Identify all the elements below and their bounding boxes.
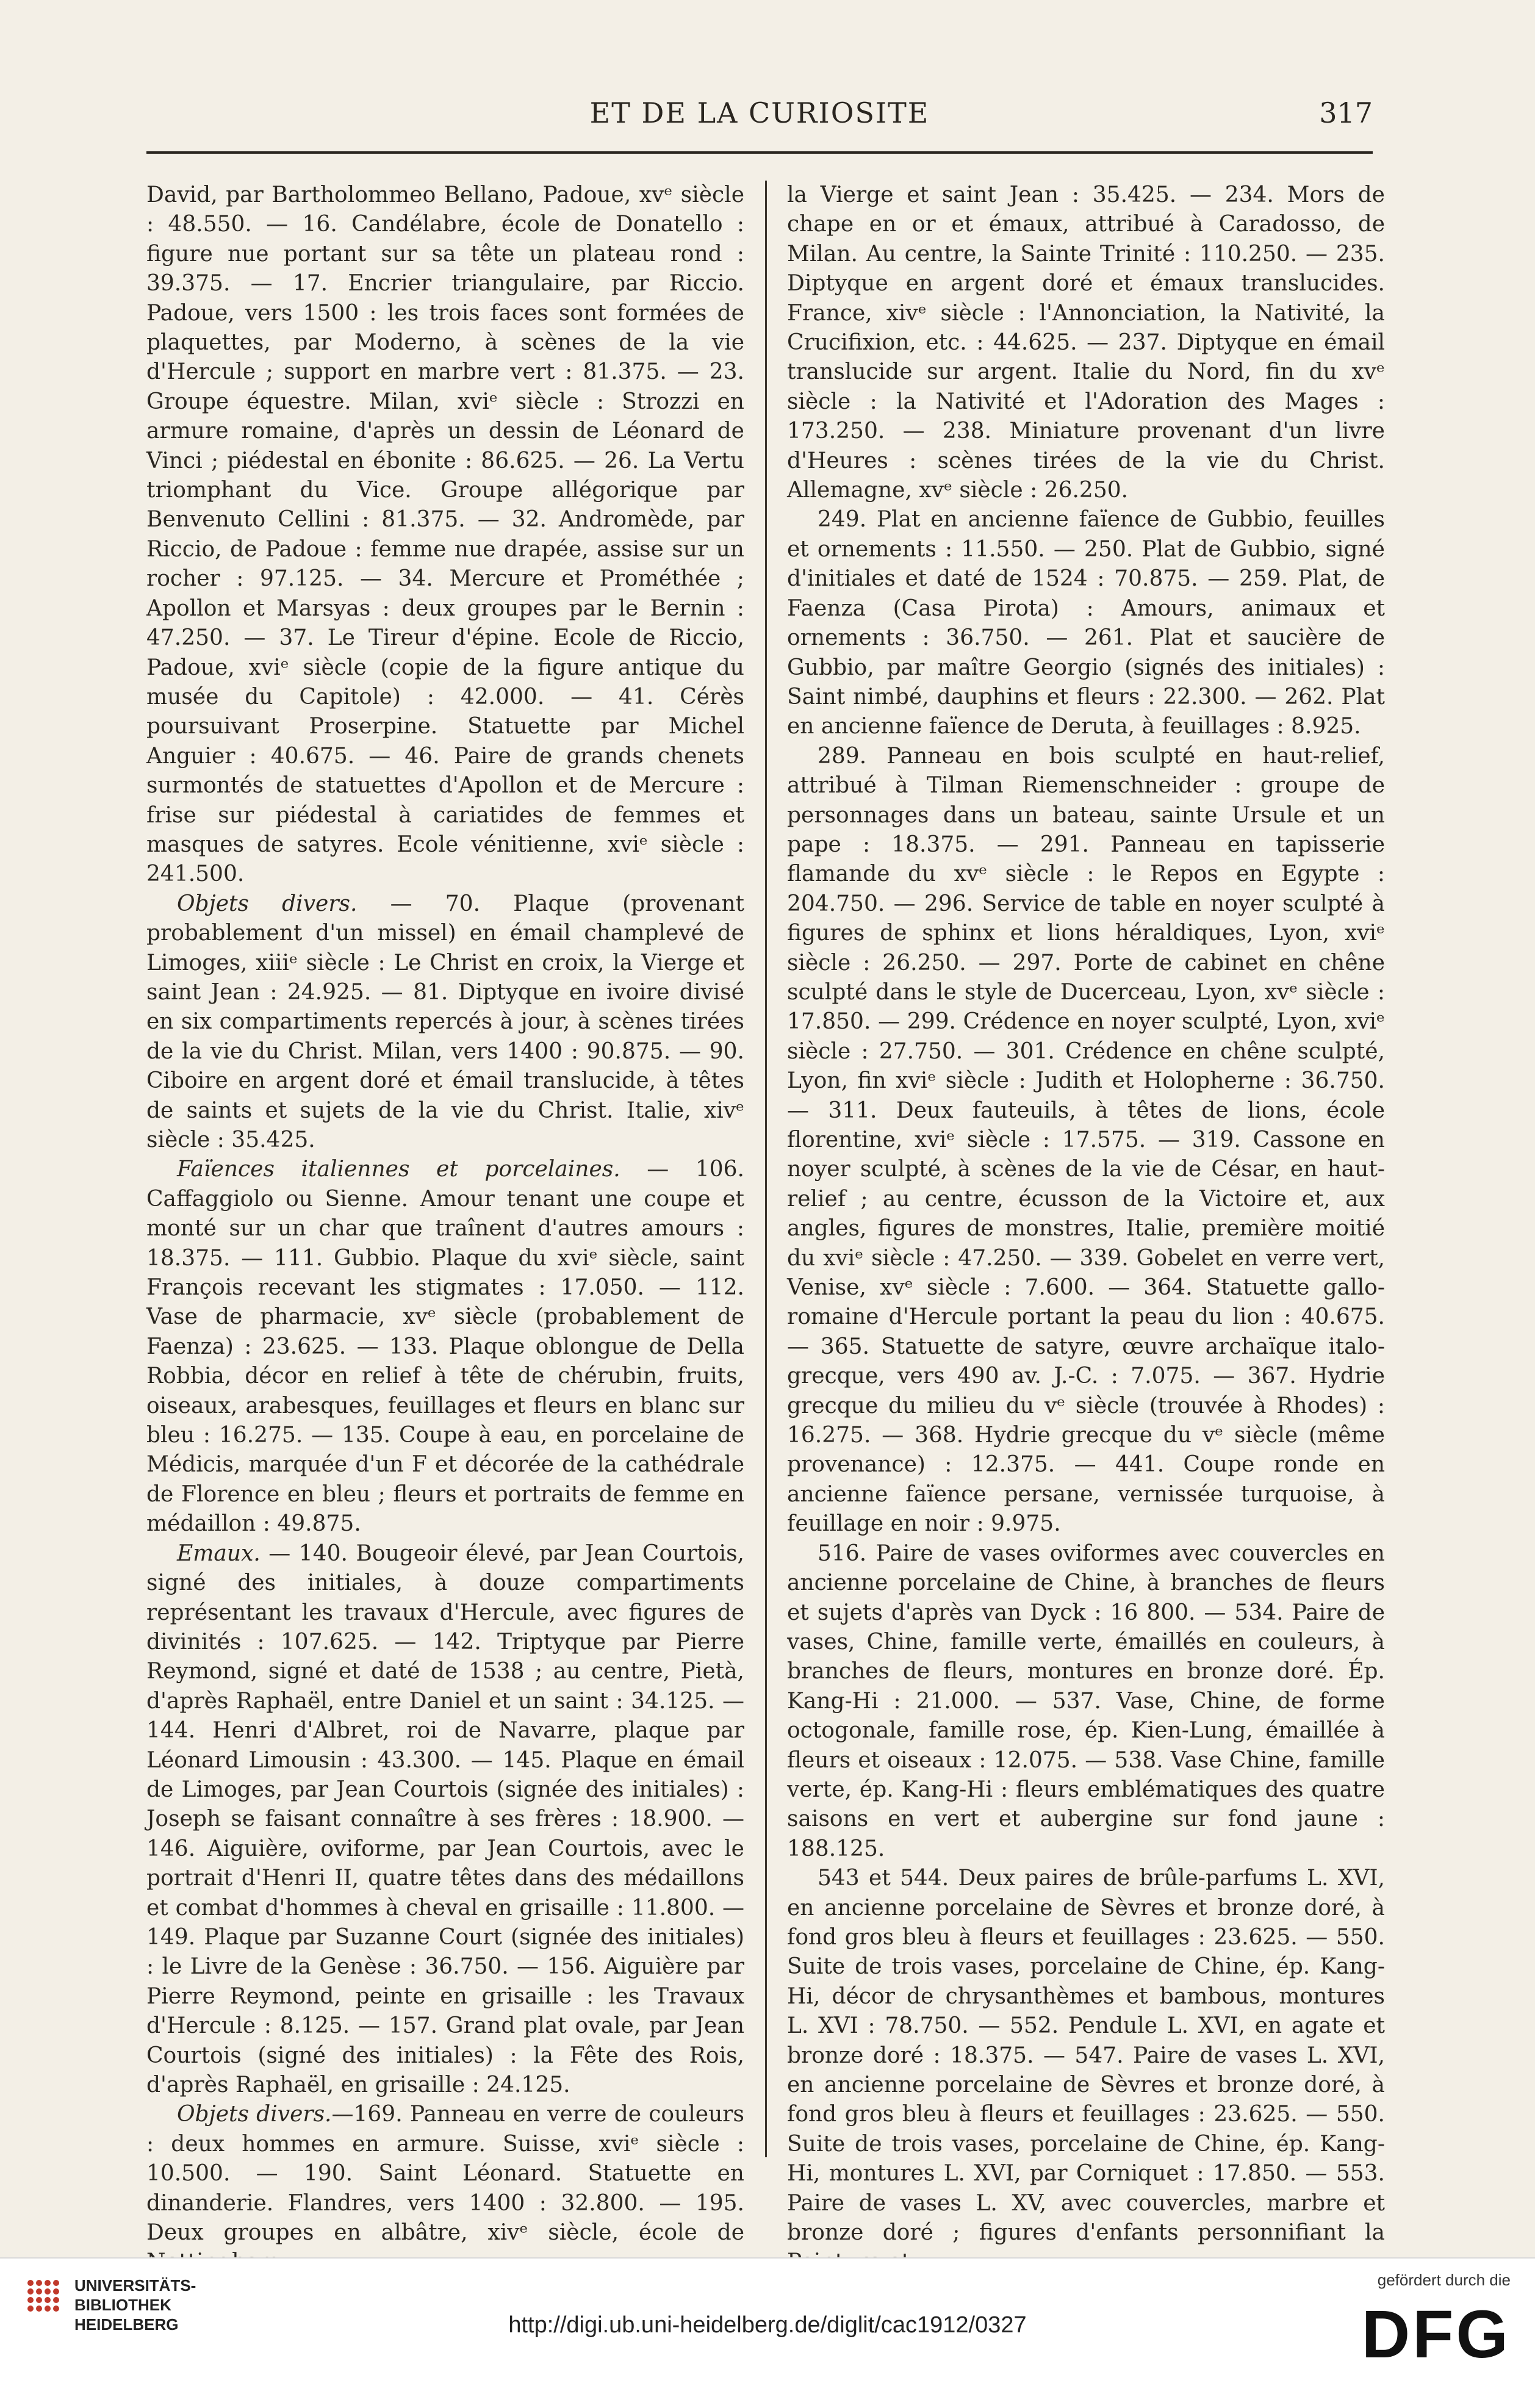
university-seal-icon bbox=[24, 2277, 62, 2315]
paragraph bbox=[146, 2100, 744, 2277]
column-divider bbox=[765, 181, 767, 2157]
paragraph bbox=[787, 505, 1385, 741]
paragraph bbox=[787, 1539, 1385, 1864]
paragraph bbox=[787, 181, 1385, 505]
header-rule bbox=[146, 151, 1373, 154]
paragraph-text: 249. Plat en ancienne faïence de Gubbio, feuilles et ornements : 11.550. — 250. Plat de Gubbio, signé d'initiales et daté de 1524 : 70.875. — 259. Plat, de Faenza (Casa Pirota) : Amours, animaux et ornements : 36.750. — 261. Plat et saucière de Gubbio, par maître Georgio (signés des initiales) : Saint nimbé, dauphins et fleurs : 22.300. — 262. Plat en ancienne faïence de Deruta, à feuillages : 8.925. bbox=[787, 507, 1385, 739]
permalink-url[interactable]: http://digi.ub.uni-heidelberg.de/diglit/cac1912/0327 bbox=[508, 2312, 1027, 2338]
funded-by-text: gefördert durch die bbox=[1377, 2271, 1511, 2289]
section-heading: Objets divers. bbox=[177, 2102, 332, 2127]
section-heading: Faïences italiennes et porcelaines. bbox=[177, 1157, 620, 1182]
paragraph bbox=[146, 1539, 744, 2101]
paragraph bbox=[787, 742, 1385, 1539]
paragraph-text: la Vierge et saint Jean : 35.425. — 234. Mors de chape en or et émaux, attribué à Caradosso, de Milan. Au centre, la Sainte Trinité : 110.250. — 235. Diptyque en argent doré et émaux translucides. France, xivᵉ siècle : l'Annonciation, la Nativité, la Crucifixion, etc. : 44.625. — 237. Diptyque en émail translucide sur argent. Italie du Nord, fin du xvᵉ siècle : la Nativité et l'Adoration des Mages : 173.250. — 238. Miniature provenant d'un livre d'Heures : scènes tirées de la vie du Christ. Allemagne, xvᵉ siècle : 26.250. bbox=[787, 182, 1385, 503]
paragraph bbox=[787, 1864, 1385, 2277]
left-column bbox=[146, 181, 745, 2246]
paragraph-text: — 70. Plaque (provenant probablement d'un missel) en émail champlevé de Limoges, xiiiᵉ siècle : Le Christ en croix, la Vierge et saint Jean : 24.925. — 81. Diptyque en ivoire divisé en six compartiments repercés à jour, à scènes tirées de la vie du Christ. Milan, vers 1400 : 90.875. — 90. Ciboire en argent doré et émail translucide, à têtes de saints et sujets de la vie du Christ. Italie, xivᵉ siècle : 35.425. bbox=[146, 891, 744, 1152]
page-number: 317 bbox=[1319, 96, 1373, 129]
right-column bbox=[787, 181, 1385, 2246]
institution-line: UNIVERSITÄTS- bbox=[74, 2276, 196, 2295]
section-heading: Emaux. bbox=[177, 1540, 261, 1566]
paragraph bbox=[146, 181, 744, 890]
institution-line: BIBLIOTHEK bbox=[74, 2296, 171, 2314]
paragraph-text: —169. Panneau en verre de couleurs : deux hommes en armure. Suisse, xviᵉ siècle : 10.500. — 190. Saint Léonard. Statuette en dinanderie. Flandres, vers 1400 : 32.800. — 195. Deux groupes en albâtre, xivᵉ siècle, école de bbox=[146, 2102, 744, 2246]
footer bbox=[0, 2257, 1535, 2408]
paragraph bbox=[146, 1155, 744, 1539]
paragraph-text: — 140. Bougeoir élevé, par Jean Courtois, signé des initiales, à douze compartiments représentant les travaux d'Hercule, avec figures de divinités : 107.625. — 142. Triptyque par Pierre Reymond, signé et daté de 1538 ; au centre, Pietà, d'après Raphaël, entre Daniel et un saint : 34.125. — 144. Henri d'Albret, roi de Navarre, plaque par Léonard Limousin : 43.300. — 145. Plaque en émail de Limoges, par Jean Courtois (signée des initiales) : Joseph se faisant connaître à ses frères : 18.900. — 146. Aiguière, oviforme, par Jean Courtois, avec le portrait d'Henri II, quatre têtes dans des médaillons et combat d'hommes à cheval en grisaille : 11.800. — 149. Plaque par Suzanne Court (signée des initiales) : le Livre de la Genèse : 36.750. — 156. Aiguière par Pierre Reymond, peinte en grisaille : les Travaux d'Hercule : 8.125. — 157. Grand plat ovale, par Jean Courtois (signé des initiales) : la Fête des Rois, d'après Raphaël, en grisaille : 24.125. bbox=[146, 1540, 744, 2097]
institution-line: HEIDELBERG bbox=[74, 2315, 179, 2334]
paragraph-text: 543 et 544. Deux paires de brûle-parfums L. XVI, en ancienne porcelaine de Sèvres et bronze doré, à fond gros bleu à fleurs et feuillages : 23.625. — 550. Suite de trois vases, porcelaine de Chine, ép. Kang-Hi, décor de chrysanthèmes et bambous, montures L. XVI : 78.750. — 552. Pendule L. XVI, en agate et bronze doré : 18.375. — 547. Paire de vases L. XVI, en ancienne porcelaine de Sèvres et bronze doré, à fond gros bleu à fleurs et feuillages : 23.625. — 550. Suite de trois vases, porcelaine de Chine, ép. Kang-Hi, montures L. XVI, par Corniquet : 17.850. — 553. Paire de vases L. XV, avec couvercles, marbre et bronze doré ; figures d'enfants personnifiant la bbox=[787, 1866, 1385, 2246]
dfg-logo: DFG bbox=[1361, 2297, 1511, 2372]
paragraph-text: 289. Panneau en bois sculpté en haut-relief, attribué à Tilman Riemenschneider : groupe de personnages dans un bateau, sainte Ursule et un pape : 18.375. — 291. Panneau en tapisserie flamande du xvᵉ siècle : le Repos en Egypte : 204.750. — 296. Service de table en noyer sculpté à figures de sphinx et lions héraldiques, Lyon, xviᵉ siècle : 26.250. — 297. Porte de cabinet en chêne sculpté dans le style de Ducerceau, Lyon, xvᵉ siècle : 17.850. — 299. Crédence en noyer sculpté, Lyon, xviᵉ siècle : 27.750. — 301. Crédence en chêne sculpté, Lyon, fin xviᵉ siècle : Judith et Holopherne : 36.750. — 311. Deux fauteuils, à têtes de lions, école florentine, xviᵉ siècle : 17.575. — 319. Cassone en noyer sculpté, à scènes de la vie de César, en haut-relief ; au centre, écusson de la Victoire et, aux angles, figures de monstres, Italie, première moitié du xviᵉ siècle : 47.250. — 339. Gobelet en verre vert, Venise, xvᵉ siècle : 7.600. — 364. Statuette gallo-romaine d'Hercule portant la peau du lion : 40.675. — 365. Statuette de satyre, œuvre archaïque italo-grecque, vers 490 av. J.-C. : 7.075. — 367. Hydrie grecque du milieu du vᵉ siècle (trouvée à Rhodes) : 16.275. — 368. Hydrie grecque du vᵉ siècle (même provenance) : 12.375. — 441. Coupe ronde en ancienne faïence persane, vernissée turquoise, à feuillage en noir : 9.975. bbox=[787, 743, 1385, 1537]
paragraph bbox=[146, 890, 744, 1155]
paragraph-text: 516. Paire de vases oviformes avec couvercles en ancienne porcelaine de Chine, à branches de fleurs et sujets d'après van Dyck : 16 800. — 534. Paire de vases, Chine, famille verte, émaillés en couleurs, à branches de fleurs, montures en bronze doré. Ép. Kang-Hi : 21.000. — 537. Vase, Chine, de forme octogonale, famille rose, ép. Kien-Lung, émaillée à fleurs et oiseaux : 12.075. — 538. Vase Chine, famille verte, ép. Kang-Hi : fleurs emblématiques des quatre saisons en vert et aubergine sur fond jaune : 188.125. bbox=[787, 1540, 1385, 1861]
running-title: ET DE LA CURIOSITE bbox=[589, 96, 930, 129]
paragraph-text: David, par Bartholommeo Bellano, Padoue, xvᵉ siècle : 48.550. — 16. Candélabre, école de Donatello : figure nue portant sur sa tête un plateau rond : 39.375. — 17. Encrier triangulaire, par Riccio. Padoue, vers 1500 : les trois faces sont formées de plaquettes, par Moderno, à scènes de la vie d'Hercule ; support en marbre vert : 81.375. — 23. Groupe équestre. Milan, xviᵉ siècle : Strozzi en armure romaine, d'après un dessin de Léonard de Vinci ; piédestal en ébonite : 86.625. — 26. La Vertu triomphant du Vice. Groupe allégorique par Benvenuto Cellini : 81.375. — 32. Andromède, par Riccio, de Padoue : femme nue drapée, assise sur un rocher : 97.125. — 34. Mercure et Prométhée ; Apollon et Marsyas : deux groupes par le Bernin : 47.250. — 37. Le Tireur d'épine. Ecole de Riccio, Padoue, xviᵉ siècle (copie de la figure antique du musée du Capitole) : 42.000. — 41. Cérès poursuivant Proserpine. Statuette par Michel Anguier : 40.675. — 46. Paire de grands chenets surmontés de statuettes d'Apollon et de Mercure : frise sur piédestal à cariatides de femmes et masques de satyres. Ecole vénitienne, xviᵉ siècle : 241.500. bbox=[146, 182, 744, 887]
page-header bbox=[146, 92, 1373, 134]
paragraph-text: — 106. Caffaggiolo ou Sienne. Amour tenant une coupe et monté sur un char que traînent d'autres amours : 18.375. — 111. Gubbio. Plaque du xviᵉ siècle, saint François recevant les stigmates : 17.050. — 112. Vase de pharmacie, xvᵉ siècle (probablement de Faenza) : 23.625. — 133. Plaque oblongue de Della Robbia, décor en relief à tête de chérubin, fruits, oiseaux, arabesques, feuillages et fleurs en blanc sur bleu : 16.275. — 135. Coupe à eau, en porcelaine de Médicis, marquée d'un F et décorée de la cathédrale de Florence en bleu ; fleurs et portraits de femme en médaillon : 49.875. bbox=[146, 1157, 745, 1537]
section-heading: Objets divers. bbox=[177, 891, 358, 916]
